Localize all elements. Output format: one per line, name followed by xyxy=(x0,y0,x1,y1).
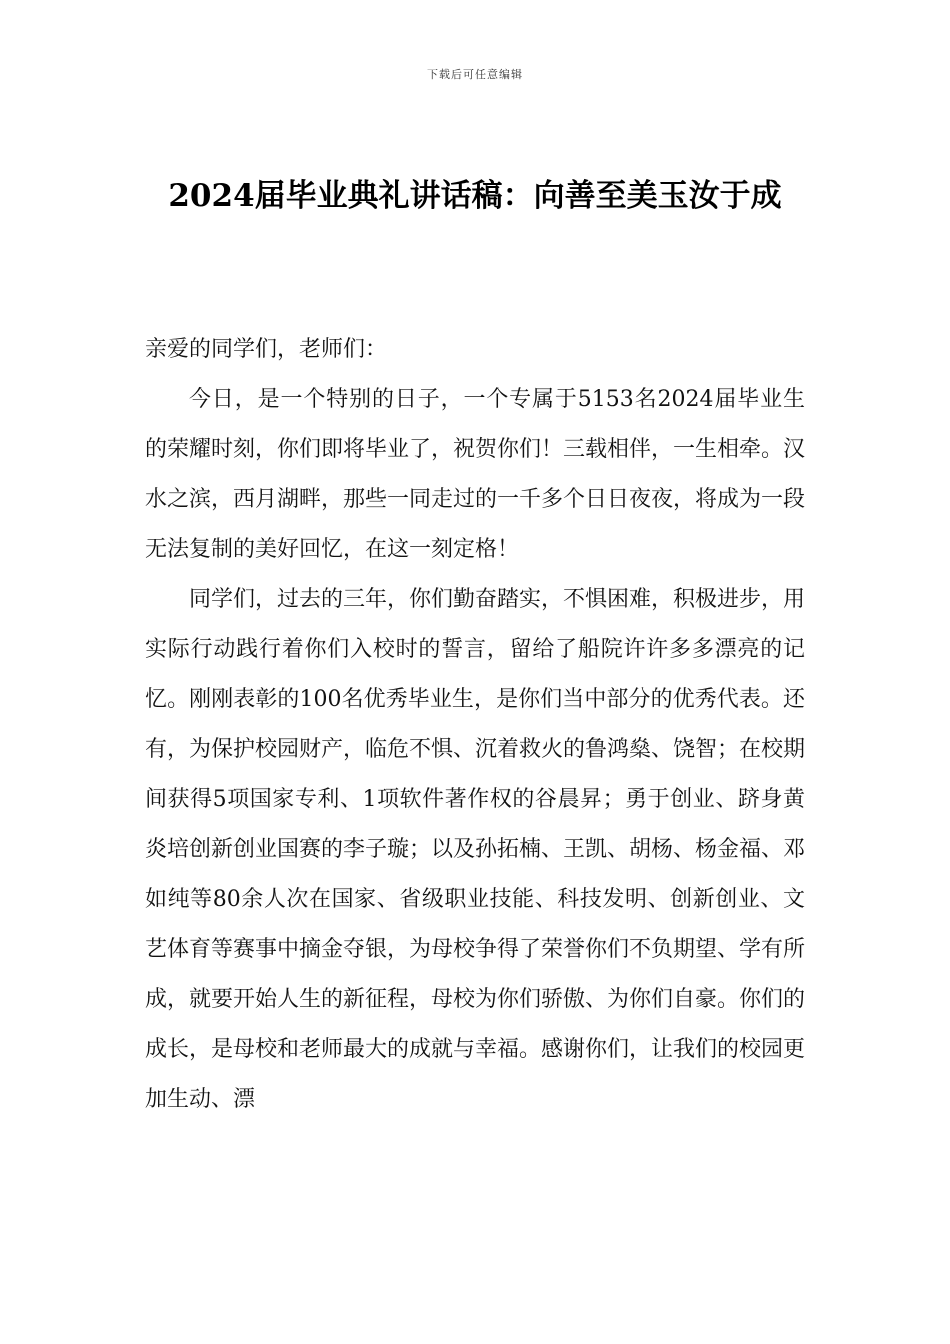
document-title: 2024届毕业典礼讲话稿：向善至美玉汝于成 xyxy=(168,178,782,214)
paragraph-2: 同学们，过去的三年，你们勤奋踏实，不惧困难，积极进步，用实际行动践行着你们入校时的誓言，留给了船院许许多多漂亮的记忆。刚刚表彰的100名优秀毕业生，是你们当中部分的优秀代表。还有，为保护校园财产，临危不惧、沉着救火的鲁鸿燊、饶智；在校期间获得5项国家专利、1项软件著作权的谷晨昇；勇于创业、跻身黄炎培创新创业国赛的李子璇；以及孙拓楠、王凯、胡杨、杨金福、邓如纯等80余人次在国家、省级职业技能、科技发明、创新创业、文艺体育等赛事中摘金夺银，为母校争得了荣誉你们不负期望、学有所成，就要开始人生的新征程，母校为你们骄傲、为你们自豪。你们的成长，是母校和老师最大的成就与幸福。感谢你们，让我们的校园更加生动、漂 xyxy=(145,587,806,1112)
paragraph-1: 今日，是一个特别的日子，一个专属于5153名2024届毕业生的荣耀时刻，你们即将毕业了，祝贺你们！三载相伴，一生相牵。汉水之滨，西月湖畔，那些一同走过的一千多个日日夜夜，将成为一段无法复制的美好回忆，在这一刻定格！ xyxy=(145,387,806,562)
salutation: 亲爱的同学们，老师们： xyxy=(145,337,388,362)
header-note: 下载后可任意编辑 xyxy=(427,68,523,81)
document-body xyxy=(145,325,805,1125)
